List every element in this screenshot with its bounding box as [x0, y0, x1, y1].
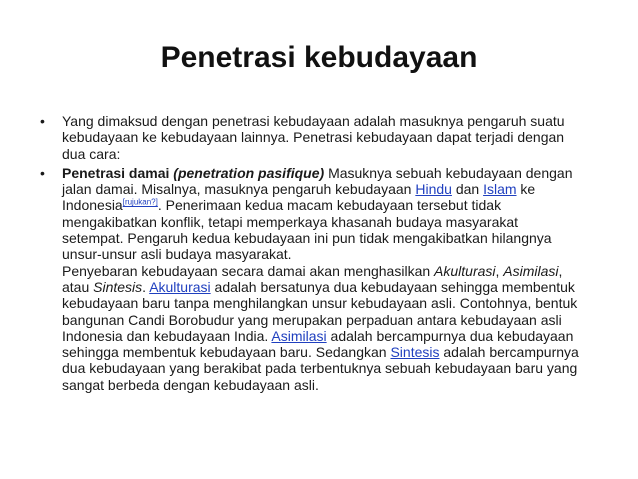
link-islam[interactable]: Islam	[483, 181, 517, 198]
bullet-penetrasi-damai	[40, 165, 600, 393]
text-run: adalah bersatunya dua kebudayaan sehingga membentuk	[210, 278, 575, 295]
text-run: Penyebaran kebudayaan secara damai akan menghasilkan	[62, 262, 435, 279]
text-run: atau	[62, 278, 94, 295]
text-line: sangat berbeda dengan kebudayaan asli.	[62, 376, 319, 393]
slide-body	[40, 113, 600, 396]
text-line: bangunan Candi Borobudur yang merupakan perpaduan antara kebudayaan asli	[62, 311, 562, 328]
text-line	[62, 344, 600, 360]
text-run: dan	[451, 181, 484, 198]
text-line	[62, 181, 600, 197]
text-run: sehingga membentuk kebudayaan baru. Sedangkan	[62, 344, 391, 361]
text-run: adalah bercampurnya	[439, 344, 579, 361]
text-run: . Penerimaan kedua macam kebudayaan tersebut tidak	[157, 197, 502, 214]
link-asimilasi[interactable]: Asimilasi	[271, 327, 327, 344]
link-sintesis[interactable]: Sintesis	[390, 344, 440, 361]
term-sintesis: Sintesis	[93, 278, 143, 295]
text-line	[62, 328, 600, 344]
heading-bold: Penetrasi damai	[62, 164, 174, 181]
text-run: Indonesia	[62, 197, 123, 214]
link-akulturasi[interactable]: Akulturasi	[149, 278, 211, 295]
slide-title: Penetrasi kebudayaan	[160, 41, 478, 74]
bullet-dot: •	[40, 113, 45, 129]
text-line	[62, 165, 600, 181]
text-run: ,	[558, 262, 563, 279]
term-asimilasi: Asimilasi	[503, 262, 559, 279]
text-line: dua kebudayaan yang berakibat pada terbentuknya sebuah kebudayaan baru yang	[62, 360, 578, 377]
text-line: kebudayaan ke kebudayaan lainnya. Penetrasi kebudayaan dapat terjadi dengan	[62, 129, 565, 146]
text-line: kebudayaan baru tanpa menghilangkan unsur kebudayaan asli. Contohnya, bentuk	[62, 295, 578, 312]
text-line: dua cara:	[62, 145, 121, 162]
text-run: .	[142, 278, 150, 295]
text-run: Indonesia dan kebudayaan India.	[62, 327, 272, 344]
text-line: Yang dimaksud dengan penetrasi kebudayaan adalah masuknya pengaruh suatu	[62, 113, 565, 129]
bullet-definition	[40, 113, 600, 162]
text-line	[62, 279, 600, 295]
text-line: setempat. Pengaruh kedua kebudayaan ini pun tidak mengakibatkan hilangnya	[62, 230, 552, 247]
bullet-dot: •	[40, 164, 45, 181]
link-hindu[interactable]: Hindu	[415, 181, 452, 198]
text-run: Masuknya sebuah kebudayaan dengan	[324, 164, 573, 181]
text-line: unsur-unsur asli budaya masyarakat.	[62, 246, 292, 263]
text-run: adalah bercampurnya dua kebudayaan	[326, 327, 574, 344]
text-line	[62, 197, 600, 213]
heading-italic: (penetration pasifique)	[173, 164, 325, 181]
term-akulturasi: Akulturasi	[434, 262, 496, 279]
text-line: mengakibatkan konflik, tetapi memperkaya khasanah budaya masyarakat	[62, 213, 519, 230]
citation-needed-link[interactable]: [rujukan?]	[122, 197, 158, 207]
text-line	[62, 263, 600, 279]
text-run: ,	[495, 262, 504, 279]
text-run: jalan damai. Misalnya, masuknya pengaruh kebudayaan	[62, 181, 416, 198]
text-run: ke	[516, 181, 536, 198]
